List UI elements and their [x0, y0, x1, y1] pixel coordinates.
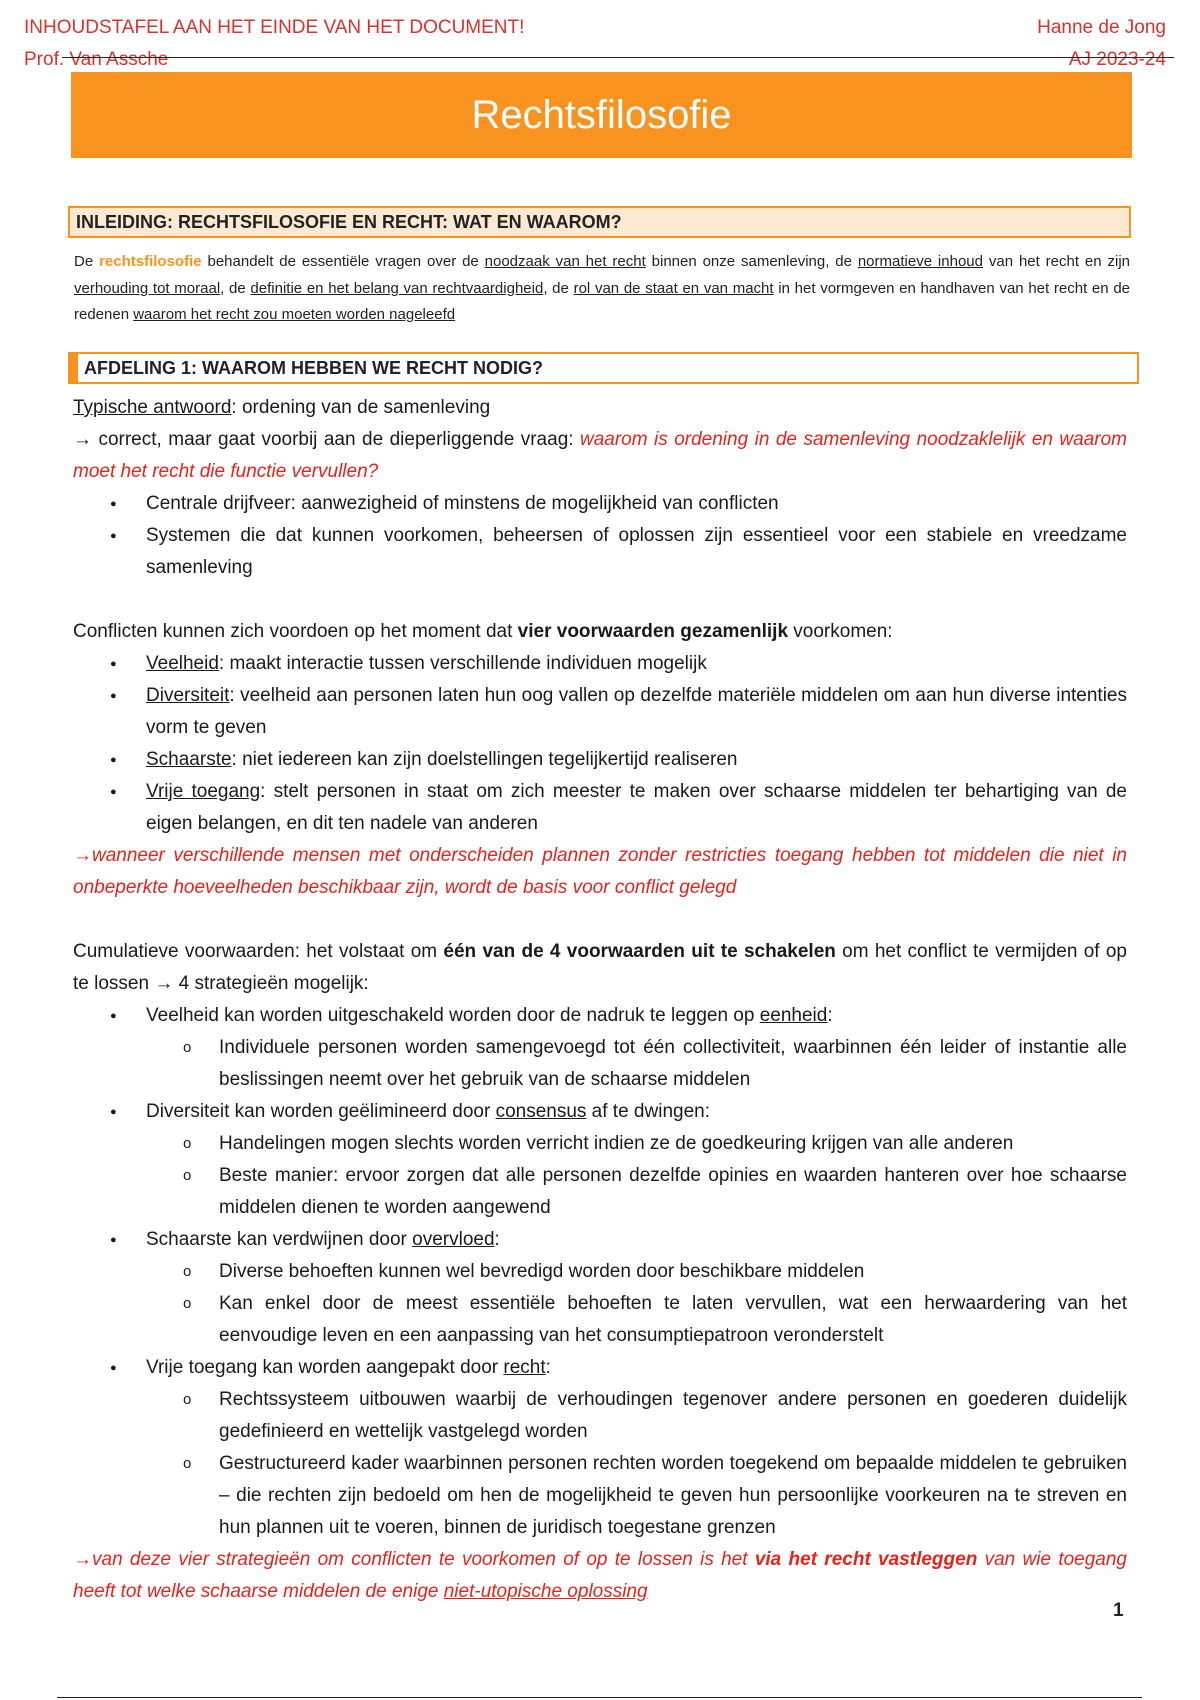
typical-label: Typische antwoord: [73, 397, 232, 418]
header-divider: [62, 57, 1174, 58]
strategy-text: :: [827, 1005, 833, 1026]
strategy-term: overvloed: [412, 1229, 495, 1250]
list-item: [146, 680, 1127, 744]
intro-text: De: [74, 253, 100, 270]
strategy-term: recht: [503, 1357, 546, 1378]
strategy-text: Diversiteit kan worden geëlimineerd door: [146, 1101, 496, 1122]
afdeling1-heading: AFDELING 1: WAAROM HEBBEN WE RECHT NODIG?: [68, 352, 1139, 384]
condition-text: : stelt personen in staat om zich meester te maken over schaarse middelen ter behartiging van de eigen belangen, en dit ten nadele van anderen: [146, 781, 1127, 834]
inleiding-paragraph: [74, 249, 1130, 329]
final-text: van deze vier strategieën om conflicten te voorkomen of op te lossen is het: [92, 1549, 755, 1570]
strategy-item: [146, 1224, 1127, 1352]
inleiding-heading: INLEIDING: RECHTSFILOSOFIE EN RECHT: WAT EN WAAROM?: [68, 206, 1131, 238]
strategy-item: [146, 1352, 1127, 1544]
document-title: Rechtsfilosofie: [71, 72, 1132, 158]
list-item: [146, 648, 1127, 680]
cumul-bold: één van de 4 voorwaarden uit te schakelen: [443, 941, 836, 962]
intro-term: rechtsfilosofie: [99, 253, 202, 270]
strategy-text: Vrije toegang kan worden aangepakt door: [146, 1357, 504, 1378]
condition-term: Vrije toegang: [146, 781, 261, 802]
correct-text: correct, maar gaat voorbij aan de dieperliggende vraag:: [92, 429, 580, 450]
strategy-item: [146, 1096, 1127, 1224]
final-underlined: niet-utopische oplossing: [443, 1581, 648, 1602]
conclusion-text: wanneer verschillende mensen met onderscheiden plannen zonder restricties toegang hebben tot middelen die niet in onbeperkte hoeveelheden beschikbaar zijn, wordt de basis voor conflict gelegd: [73, 845, 1127, 898]
intro-text: binnen onze samenleving, de: [645, 253, 858, 270]
header-professor: Prof. Van Assche: [24, 49, 169, 70]
correct-red-question: waarom is ordening in de samenleving noodzaklelijk en waarom moet het recht die functie vervullen?: [73, 429, 1127, 482]
cumulative-conditions: [73, 936, 1127, 1000]
list-item: [146, 776, 1127, 840]
sub-item: o Individuele personen worden samengevoegd tot één collectiviteit, waarbinnen één leider of instantie alle beslissingen neemt over het gebruik van de schaarse middelen: [219, 1032, 1127, 1096]
correct-remark: [73, 424, 1127, 488]
typical-answer: [73, 392, 1127, 424]
intro-underlined: normatieve inhoud: [857, 253, 983, 270]
spacer: [73, 584, 1127, 616]
intro-text: behandelt de essentiële vragen over de: [201, 253, 485, 270]
typical-text: : ordening van de samenleving: [231, 397, 491, 418]
condition-term: Veelheid: [146, 653, 219, 674]
sub-item: o Kan enkel door de meest essentiële behoeften te laten vervullen, wat een herwaardering van het eenvoudige leven en een aanpassing van het consumptiepatroon veronderstelt: [219, 1288, 1127, 1352]
intro-text: van het recht en zijn: [982, 253, 1130, 270]
arrow-icon: →: [154, 973, 174, 994]
intro-underlined: verhouding tot moraal: [74, 279, 221, 297]
cumul-text: 4 strategieën mogelijk:: [173, 973, 369, 994]
conflict-intro-bold: vier voorwaarden gezamenlijk: [517, 621, 789, 642]
strategy-item: [146, 1000, 1127, 1096]
sub-item: o Beste manier: ervoor zorgen dat alle personen dezelfde opinies en waarden hanteren over hoe schaarse middelen dienen te worden aangewend: [219, 1160, 1127, 1224]
strategy-text: af te dwingen:: [586, 1101, 710, 1122]
strategy-text: Veelheid kan worden uitgeschakeld worden door de nadruk te leggen op: [146, 1005, 760, 1026]
final-bold: via het recht vastleggen: [754, 1549, 978, 1570]
condition-term: Schaarste: [146, 749, 232, 770]
condition-text: : niet iedereen kan zijn doelstellingen tegelijkertijd realiseren: [231, 749, 738, 770]
conflict-intro: [73, 616, 1127, 648]
cumul-text: Cumulatieve voorwaarden: het volstaat om: [73, 941, 444, 962]
footer-divider: [57, 1697, 1142, 1698]
intro-text: , de: [220, 279, 251, 297]
conflict-intro-text: Conflicten kunnen zich voordoen op het moment dat: [73, 621, 518, 642]
afdeling1-body: [73, 392, 1127, 1608]
final-text: van wie toegang heeft tot welke schaarse middelen de enige: [73, 1549, 1128, 1602]
header-author: Hanne de Jong: [1037, 17, 1166, 38]
condition-text: : veelheid aan personen laten hun oog vallen op dezelfde materiële middelen om aan hun diverse intenties vorm te geven: [146, 685, 1127, 738]
list-item: ● Centrale drijfveer: aanwezigheid of minstens de mogelijkheid van conflicten: [146, 488, 1127, 520]
condition-term: Diversiteit: [146, 685, 230, 706]
intro-underlined: rol van de staat en van macht: [573, 279, 774, 297]
sub-item: o Handelingen mogen slechts worden verricht indien ze de goedkeuring krijgen van alle anderen: [219, 1128, 1127, 1160]
intro-underlined: waarom het recht zou moeten worden nageleefd: [133, 306, 456, 323]
strategy-text: :: [494, 1229, 500, 1250]
arrow-icon: →: [73, 845, 92, 866]
strategy-sublist: [146, 1384, 1127, 1544]
intro-text: , de: [543, 279, 574, 297]
sub-item: o Gestructureerd kader waarbinnen personen rechten worden toegekend om bepaalde middelen te gebruiken – die rechten zijn bedoeld om hen de mogelijkheid te geven hun persoonlijke voorkeuren na te streven en hun plannen uit te voeren, binnen de juridisch toegestane grenzen: [219, 1448, 1127, 1544]
strategy-sublist: [146, 1032, 1127, 1096]
header-note: INHOUDSTAFEL AAN HET EINDE VAN HET DOCUMENT!: [24, 17, 525, 38]
intro-underlined: definitie en het belang van rechtvaardigheid: [250, 279, 544, 297]
conflict-conclusion: [73, 840, 1127, 904]
strategy-text: Schaarste kan verdwijnen door: [146, 1229, 413, 1250]
intro-underlined: noodzaak van het recht: [484, 253, 646, 270]
arrow-icon: →: [73, 1549, 92, 1570]
intro-text: in het vormgeven en handhaven van het recht en de redenen: [74, 279, 1131, 323]
sub-item: o Diverse behoeften kunnen wel bevredigd worden door beschikbare middelen: [219, 1256, 1127, 1288]
sub-item: o Rechtssysteem uitbouwen waarbij de verhoudingen tegenover andere personen en goederen duidelijk gedefinieerd en wettelijk vastgelegd worden: [219, 1384, 1127, 1448]
conditions-list: [73, 648, 1127, 840]
strategy-sublist: [146, 1256, 1127, 1352]
strategies-list: [73, 1000, 1127, 1544]
drivers-list: [73, 488, 1127, 584]
strategy-text: :: [545, 1357, 551, 1378]
strategy-sublist: [146, 1128, 1127, 1224]
cumul-text: om het conflict te vermijden of op te lossen: [73, 941, 1127, 994]
page-number: 1: [1113, 1600, 1124, 1621]
list-item: ● Systemen die dat kunnen voorkomen, beheersen of oplossen zijn essentieel voor een stabiele en vreedzame samenleving: [146, 520, 1127, 584]
condition-text: : maakt interactie tussen verschillende individuen mogelijk: [218, 653, 707, 674]
list-item: [146, 744, 1127, 776]
arrow-icon: →: [73, 429, 92, 450]
conflict-intro-text: voorkomen:: [788, 621, 893, 642]
final-conclusion: [73, 1544, 1127, 1608]
strategy-term: consensus: [495, 1101, 587, 1122]
header-academic-year: AJ 2023-24: [1068, 49, 1166, 70]
spacer: [73, 904, 1127, 936]
strategy-term: eenheid: [759, 1005, 828, 1026]
